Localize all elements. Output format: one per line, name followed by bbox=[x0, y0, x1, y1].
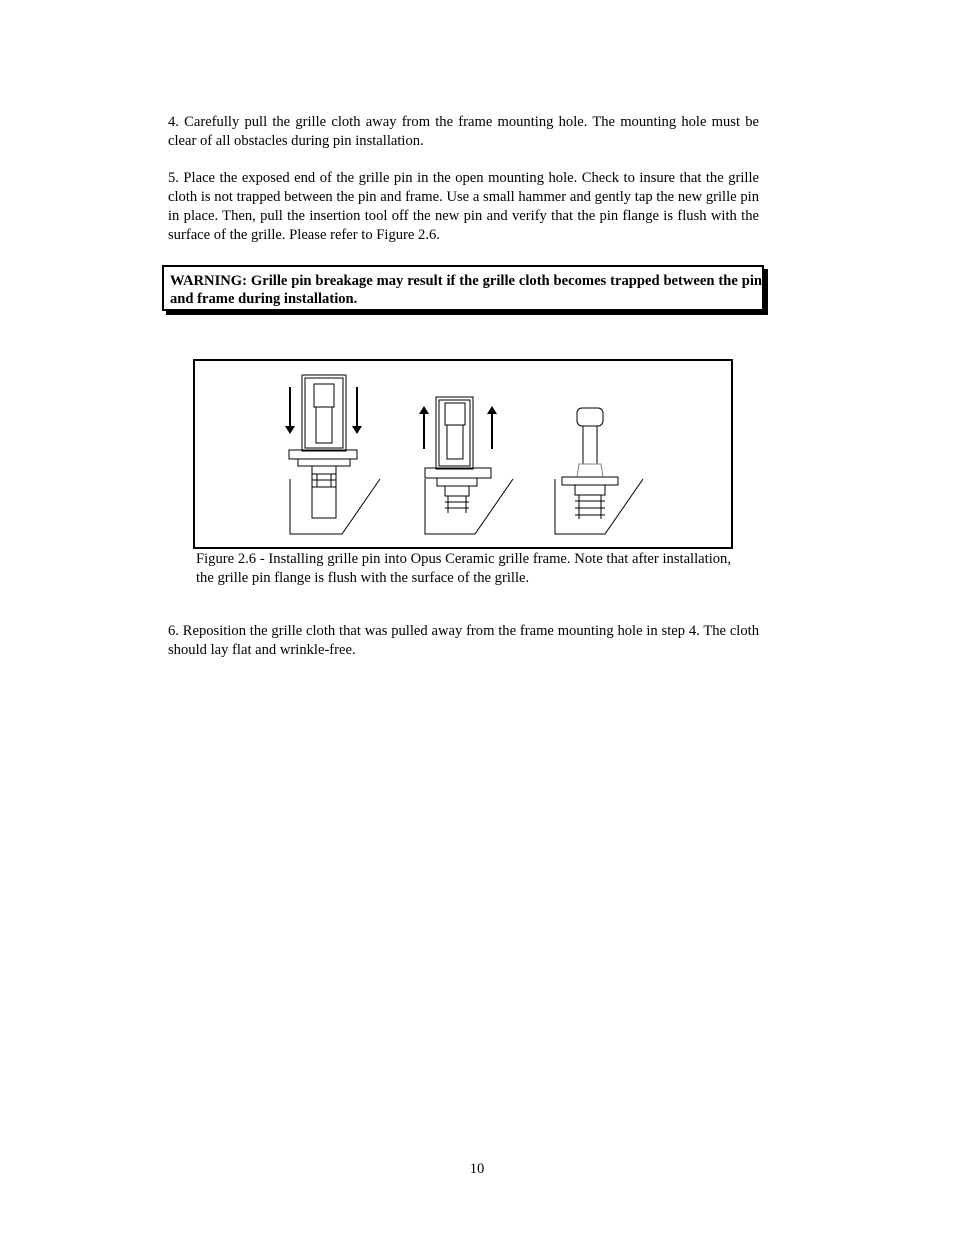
stage-2-insertion-tool-removed bbox=[424, 397, 513, 534]
warning-text: WARNING: Grille pin breakage may result if the grille cloth becomes trapped between the pin and frame during installation. bbox=[170, 273, 762, 307]
pin-installation-diagram bbox=[195, 361, 731, 547]
step-5-paragraph: 5. Place the exposed end of the grille pin in the open mounting hole. Check to insure that the grille cloth is not trapped between the pin and frame. Use a small hammer and gently tap the new grille pin in place. Then, pull the insertion tool off the new pin and verify that the pin flange is flush with the surface of the grille. Please refer to Figure 2.6. bbox=[168, 170, 759, 243]
warning-box bbox=[162, 265, 764, 311]
step-6-paragraph: 6. Reposition the grille cloth that was pulled away from the frame mounting hole in step 4. The cloth should lay flat and wrinkle-free. bbox=[168, 623, 759, 658]
stage-1-insertion-tool-down bbox=[289, 375, 380, 534]
stage-3-pin-installed-flush bbox=[555, 408, 643, 534]
figure-caption: Figure 2.6 - Installing grille pin into Opus Ceramic grille frame. Note that after installation, the grille pin flange is flush with the surface of the grille. bbox=[196, 551, 731, 586]
step-4-paragraph: 4. Carefully pull the grille cloth away from the frame mounting hole. The mounting hole must be clear of all obstacles during pin installation. bbox=[168, 114, 759, 149]
figure-2-6-illustration bbox=[193, 359, 733, 549]
page-number: 10 bbox=[469, 1161, 485, 1177]
